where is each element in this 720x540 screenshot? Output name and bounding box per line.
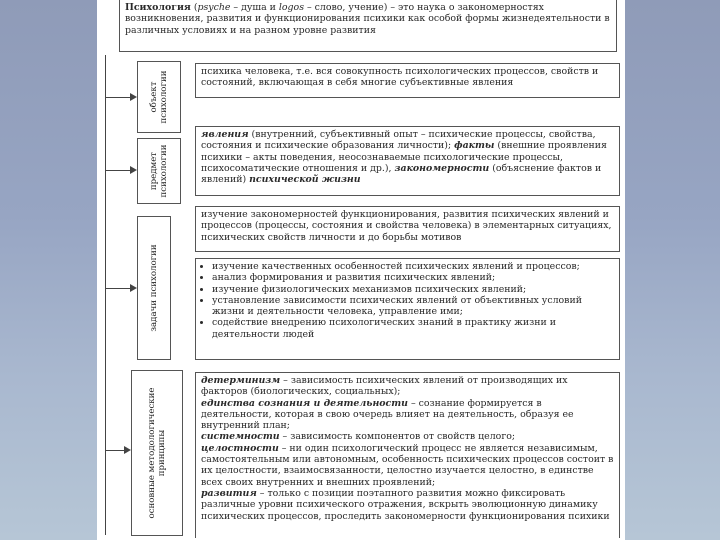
subject-connector [105,170,131,171]
task-item: • изучение качественных особенностей психических явлений и процессов; [212,261,614,272]
tasks-connector [105,288,131,289]
principles-arrow-icon [124,446,131,454]
definition-psyche-gloss: – душа и [230,2,279,13]
principles-label-box [131,370,183,536]
principle-item [201,398,614,432]
definition-logos: logos [278,2,305,13]
definition-box [119,0,617,52]
principle-term: детерминизм [201,375,281,386]
subject-phenomena-term: явления [201,129,249,140]
subject-label: предмет психологии [149,144,169,198]
definition-rest: – слово, учение) – это наука о закономерностях возникновения, развития и функционирования психики как особой формы жизнедеятельности в различных условиях и на разном уровне развития [125,2,610,36]
principle-term: единства сознания и деятельности [201,397,408,409]
definition-term: Психология [125,2,191,13]
subject-facts-text: (внешние проявления психики – акты поведения, неосознаваемые психологические процессы, психосоматические отношения и др.), [201,140,607,174]
principle-term: системности [201,431,280,443]
principle-text: – ни один психологический процесс не является независимым, самостоятельным или автономным, особенность психических процессов состоит в их целостности, взаимосвязанности, целостно изучается целостно, в единстве всех своих внутренних и внешних проявлений; [201,442,614,488]
subject-laws-tail: психической жизни [249,174,361,186]
principle-item [201,443,614,488]
object-label-box [137,61,181,133]
principle-item [201,488,614,522]
subject-facts-term: факты [454,140,495,152]
principle-text: – зависимость компонентов от свойств целого; [279,431,516,443]
object-arrow-icon [130,93,137,101]
methods-text: изучение закономерностей функционирования, развития психических явлений и процессов (процессы, состояния и свойства человека) в элементарных ситуациях, психических свойств личности и до борьбы мотивов [201,209,612,243]
object-label: объект психологии [149,70,169,124]
principle-item [201,375,614,398]
subject-label-box [137,138,181,204]
subject-laws-term: закономерности [394,162,490,174]
principle-text: – сознание формируется в деятельности, которая в свою очередь влияет на деятельность, образуя ее внутренний план; [201,397,574,432]
tasks-label-box [137,216,171,360]
tasks-arrow-icon [130,284,137,292]
object-connector [105,97,131,98]
principles-connector [105,450,125,451]
subject-arrow-icon [130,166,137,174]
methods-box [195,206,620,252]
tasks-box [195,258,620,360]
task-item: • анализ формирования и развития психических явлений; [212,272,614,283]
slide-page [97,0,625,540]
tasks-label: задачи психологии [149,244,159,332]
principle-item [201,431,614,442]
principle-text: – только с позиции поэтапного развития можно фиксировать различные уровни психического отражения, вскрыть эволюционную динамику психических процессов, проследить закономерности функционирования психики [201,487,610,522]
definition-paren: ( [190,2,198,13]
object-text: психика человека, т.е. вся совокупность психологических процессов, свойств и состояний, включающая в себя многие субъективные явления [201,66,599,89]
task-item: • изучение физиологических механизмов психических явлений; [212,284,614,295]
principles-box [195,372,620,538]
task-item: • установление зависимости психических явлений от объективных условий жизни и деятельности человека, управление ими; [212,295,614,318]
connector-spine [105,55,106,535]
principle-term: развития [201,487,257,499]
principles-label: основные методологические принципы [147,387,167,519]
task-item: • содействие внедрению психологических знаний в практику жизни и деятельности людей [212,317,614,340]
tasks-list [201,261,614,340]
principle-text: – зависимость психических явлений от производящих их факторов (биологических, социальных); [201,375,568,398]
subject-phenomena-text: (внутренний, субъективный опыт – психические процессы, свойства, состояния и психические образования личности); [201,129,596,152]
subject-laws-text: (объяснение фактов и явлений) [201,162,602,186]
definition-psyche: psyche [197,2,231,13]
principle-term: целостности [201,442,279,454]
object-box [195,63,620,98]
subject-box [195,126,620,196]
